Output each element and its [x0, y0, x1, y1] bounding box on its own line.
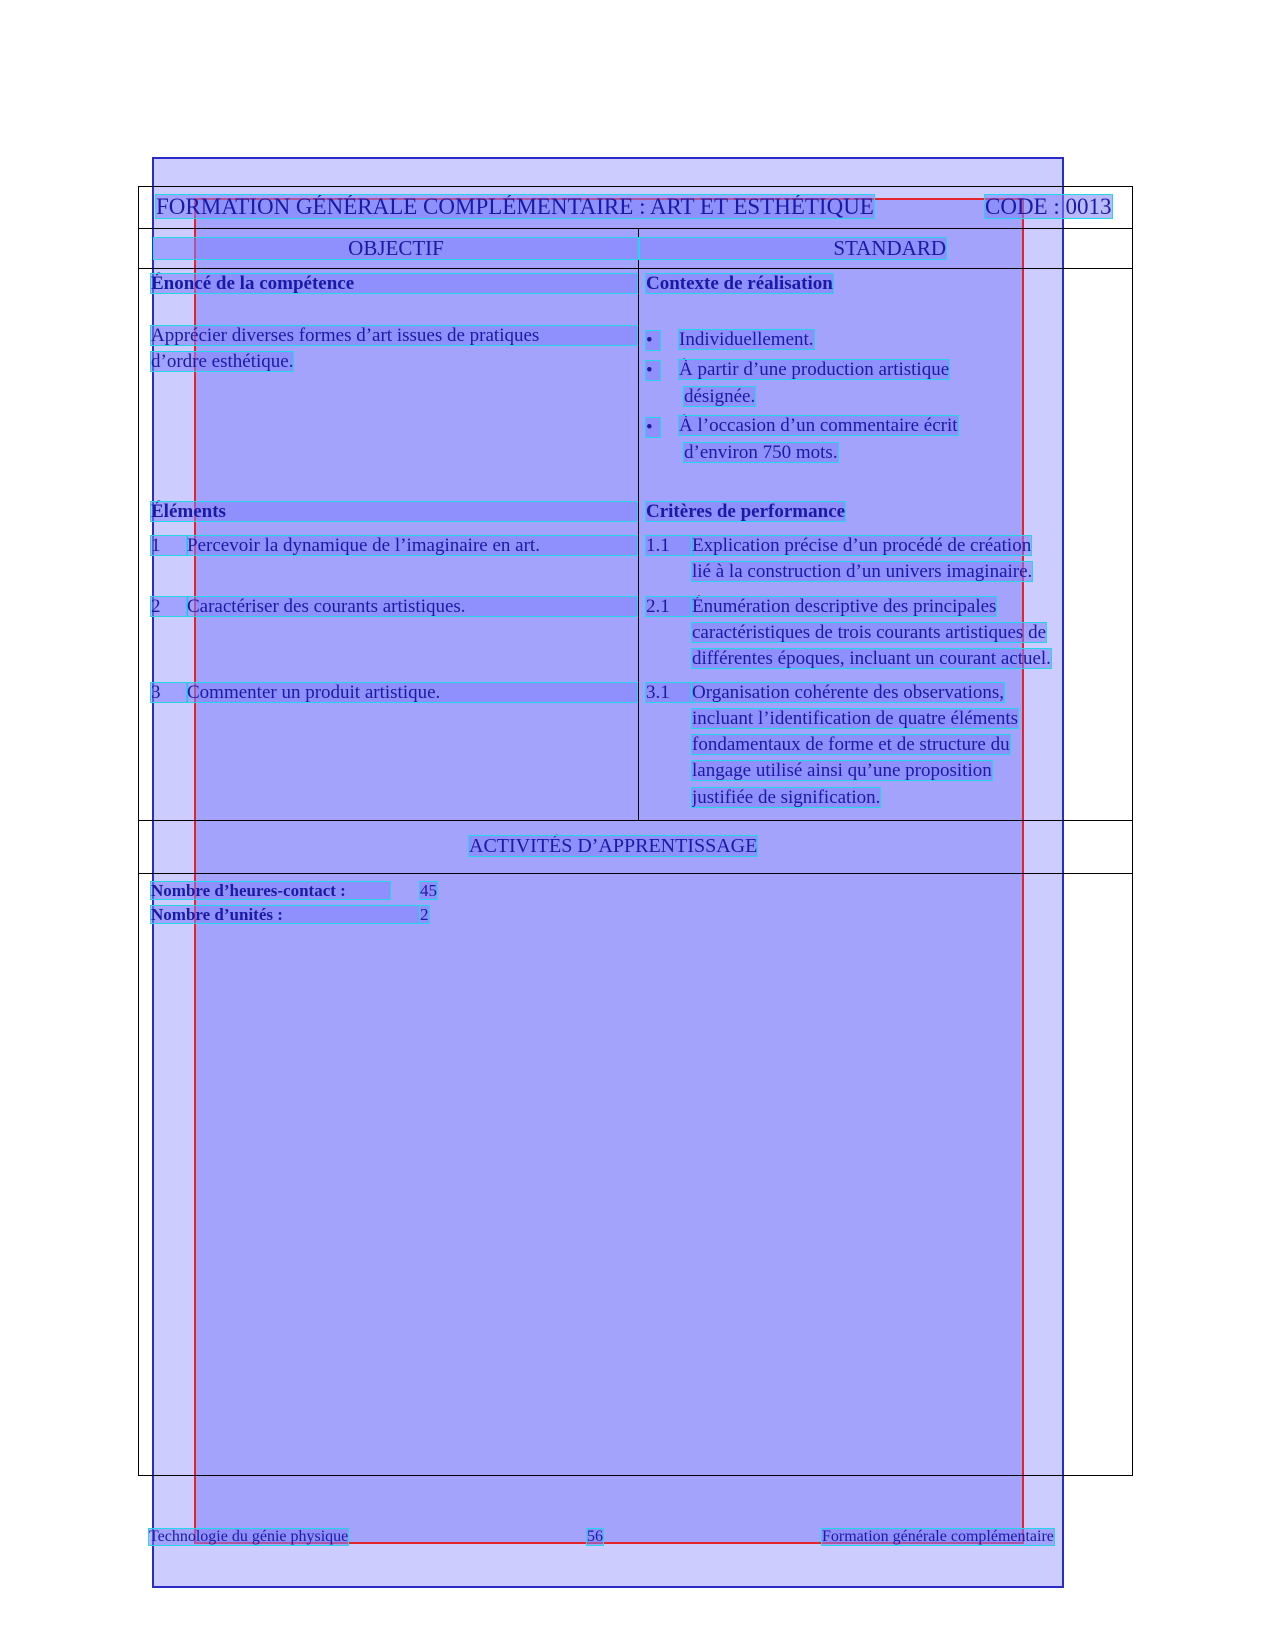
critere-line: fondamentaux de forme et de structure du	[692, 734, 1010, 755]
table-frame	[138, 186, 1133, 1476]
critere-line: incluant l’identification de quatre éléments	[692, 708, 1019, 729]
units-value: 2	[420, 905, 429, 924]
element-number: 2	[151, 597, 187, 616]
contexte-bullet: •	[646, 418, 660, 437]
contexte-item-3-line-1: À l’occasion d’un commentaire écrit	[679, 415, 958, 436]
rule-above-activities	[138, 820, 1133, 821]
critere-line: justifiée de signification.	[692, 787, 881, 808]
contexte-item-2-line-2: désignée.	[684, 386, 756, 407]
element-text: Caractériser des courants artistiques.	[187, 597, 637, 616]
critere-line: Énumération descriptive des principales	[692, 596, 997, 617]
rule-under-column-heads	[138, 268, 1133, 269]
element-text: Percevoir la dynamique de l’imaginaire en art.	[187, 536, 637, 555]
critere-line: différentes époques, incluant un courant actuel.	[692, 648, 1051, 669]
critere-line: Explication précise d’un procédé de création	[692, 535, 1032, 556]
critere-number: 1.1	[646, 536, 692, 555]
competence-line-2: d’ordre esthétique.	[151, 351, 294, 372]
footer-page-number: 56	[587, 1528, 603, 1545]
contexte-bullet: •	[646, 361, 660, 380]
elements-heading: Éléments	[151, 502, 637, 521]
column-head-standard: STANDARD	[640, 238, 946, 259]
footer-program: Technologie du génie physique	[149, 1528, 349, 1545]
element-number: 1	[151, 536, 187, 555]
contact-hours-label: Nombre d’heures-contact :	[151, 882, 390, 899]
document-title: FORMATION GÉNÉRALE COMPLÉMENTAIRE : ART ET ESTHÉTIQUE	[156, 194, 874, 219]
element-number: 3	[151, 683, 187, 702]
activities-heading: ACTIVITÉS D’APPRENTISSAGE	[469, 835, 758, 857]
competence-heading: Énoncé de la compétence	[151, 274, 637, 293]
contexte-heading: Contexte de réalisation	[646, 273, 833, 294]
rule-below-activities	[138, 873, 1133, 874]
critere-line: lié à la construction d’un univers imaginaire.	[692, 561, 1033, 582]
column-head-objectif: OBJECTIF	[154, 238, 638, 259]
rule-under-title	[138, 228, 1133, 229]
contexte-item-2-line-1: À partir d’une production artistique	[679, 359, 950, 380]
critere-line: langage utilisé ainsi qu’une proposition	[692, 760, 992, 781]
contexte-item-1-line-1: Individuellement.	[679, 329, 814, 350]
critere-line: caractéristiques de trois courants artistiques de	[692, 622, 1047, 643]
course-code: CODE : 0013	[985, 194, 1112, 219]
footer-section: Formation générale complémentaire	[822, 1528, 1054, 1545]
contact-hours-value: 45	[420, 881, 437, 900]
critere-line: Organisation cohérente des observations,	[692, 682, 1005, 703]
column-divider	[638, 228, 639, 820]
critere-number: 2.1	[646, 597, 692, 616]
critere-number: 3.1	[646, 683, 692, 702]
contexte-item-3-line-2: d’environ 750 mots.	[684, 442, 838, 463]
competence-line-1: Apprécier diverses formes d’art issues de pratiques	[151, 326, 637, 345]
units-label: Nombre d’unités :	[151, 906, 419, 923]
element-text: Commenter un produit artistique.	[187, 683, 637, 702]
criteres-heading: Critères de performance	[646, 501, 846, 522]
contexte-bullet: •	[646, 331, 660, 350]
